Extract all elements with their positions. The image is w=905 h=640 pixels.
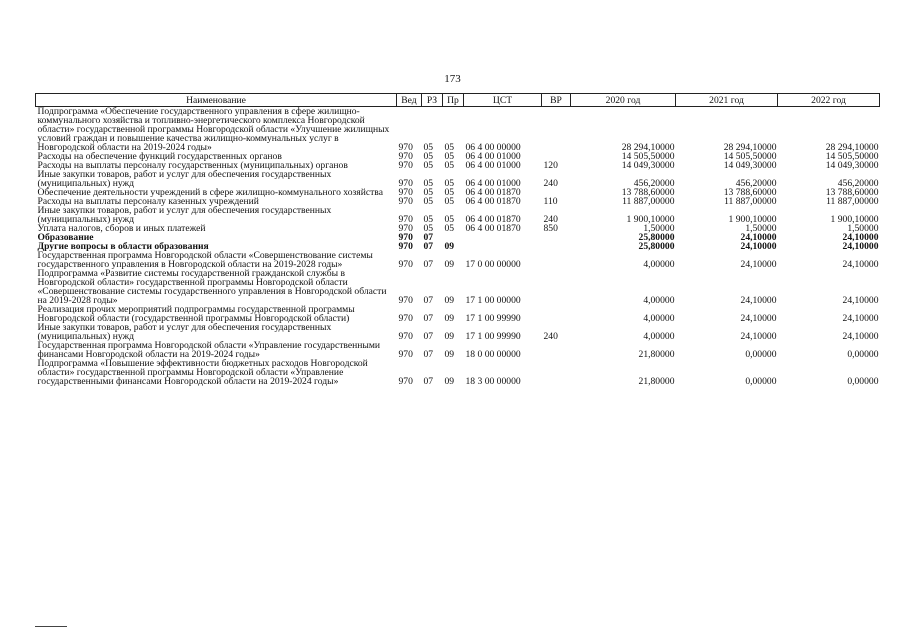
header-2022: 2022 год [778, 94, 880, 107]
table-row [36, 305, 880, 323]
row-cst: 17 1 00 99990 [465, 331, 521, 342]
row-rz: 05 [423, 214, 434, 225]
row-pr: 05 [444, 187, 455, 198]
table-row [36, 341, 880, 359]
budget-table [35, 93, 880, 386]
row-pr: 05 [444, 178, 455, 189]
row-value-2020: 4,00000 [643, 295, 675, 306]
row-pr: 05 [444, 214, 455, 225]
page-number: 173 [444, 73, 461, 85]
row-value-2022: 24,10000 [842, 232, 879, 243]
row-rz: 07 [423, 376, 434, 387]
row-rz: 05 [423, 187, 434, 198]
row-value-2021: 14 505,50000 [723, 151, 777, 162]
row-pr: 05 [444, 160, 455, 171]
row-ved: 970 [398, 178, 413, 189]
row-cst [464, 233, 542, 242]
row-rz: 05 [423, 151, 434, 162]
row-name: Уплата налогов, сборов и иных платежей [37, 223, 206, 234]
row-rz: 07 [423, 241, 434, 252]
row-value-2020: 456,20000 [633, 178, 675, 189]
row-value-2021: 0,00000 [745, 376, 777, 387]
row-cst: 17 1 00 99990 [465, 313, 521, 324]
row-value-2021: 1 900,10000 [728, 214, 777, 225]
row-ved: 970 [398, 259, 413, 270]
row-rz: 07 [423, 259, 434, 270]
row-value-2020: 13 788,60000 [621, 187, 675, 198]
table-body [36, 107, 880, 387]
row-rz: 07 [423, 295, 434, 306]
row-vr: 240 [543, 331, 558, 342]
row-cst: 06 4 00 01870 [465, 223, 521, 234]
row-rz: 05 [423, 160, 434, 171]
row-cst: 17 1 00 00000 [465, 295, 521, 306]
row-value-2021: 11 887,00000 [724, 196, 777, 207]
row-value-2021: 0,00000 [745, 349, 777, 360]
row-value-2021: 24,10000 [740, 313, 777, 324]
table-row [36, 107, 880, 153]
row-cst: 06 4 00 01000 [465, 160, 521, 171]
row-value-2021: 24,10000 [740, 241, 777, 252]
row-value-2022: 28 294,10000 [825, 142, 879, 153]
row-value-2021: 13 788,60000 [723, 187, 777, 198]
row-ved: 970 [398, 376, 413, 387]
row-value-2020: 1 900,10000 [626, 214, 675, 225]
footnote-divider [35, 626, 67, 627]
row-ved: 970 [398, 142, 413, 153]
row-value-2022: 0,00000 [847, 376, 879, 387]
row-value-2022: 1,50000 [847, 223, 879, 234]
row-cst: 06 4 00 01000 [465, 151, 521, 162]
row-vr: 240 [543, 214, 558, 225]
row-name: Расходы на выплаты персоналу казенных учреждений [37, 196, 259, 207]
row-value-2022: 11 887,00000 [826, 196, 879, 207]
row-value-2020: 14 049,30000 [621, 160, 675, 171]
table-row [36, 206, 880, 224]
row-vr: 850 [543, 223, 558, 234]
row-value-2020: 28 294,10000 [621, 142, 675, 153]
row-value-2020: 25,80000 [638, 232, 675, 243]
header-cst: ЦСТ [464, 94, 542, 107]
row-value-2022: 0,00000 [847, 349, 879, 360]
row-value-2020: 14 505,50000 [621, 151, 675, 162]
header-2021: 2021 год [676, 94, 778, 107]
row-name: Государственная программа Новгородской области «Совершенствование системы государственного управления в Новгородской области на 2019-2028 годы» [37, 250, 373, 270]
row-rz: 07 [423, 349, 434, 360]
row-cst: 17 0 00 00000 [465, 259, 521, 270]
row-ved: 970 [398, 349, 413, 360]
row-rz: 05 [423, 196, 434, 207]
row-value-2022: 14 505,50000 [825, 151, 879, 162]
row-vr: 240 [543, 178, 558, 189]
row-vr [542, 107, 571, 153]
row-ved: 970 [398, 295, 413, 306]
row-ved: 970 [398, 313, 413, 324]
row-name: Иные закупки товаров, работ и услуг для обеспечения государственных (муниципальных) нужд [37, 205, 332, 225]
row-rz: 05 [423, 178, 434, 189]
row-pr: 05 [444, 151, 455, 162]
header-2020: 2020 год [571, 94, 676, 107]
row-pr: 05 [444, 142, 455, 153]
row-vr [542, 242, 571, 251]
row-vr [542, 341, 571, 359]
row-rz: 05 [423, 142, 434, 153]
table-row [36, 323, 880, 341]
row-value-2021: 24,10000 [740, 331, 777, 342]
header-ved: Вед [397, 94, 422, 107]
row-pr: 09 [444, 349, 455, 360]
row-value-2021: 24,10000 [740, 295, 777, 306]
row-rz: 07 [423, 313, 434, 324]
row-value-2022: 14 049,30000 [825, 160, 879, 171]
row-ved: 970 [398, 232, 413, 243]
row-value-2020: 11 887,00000 [622, 196, 675, 207]
row-ved: 970 [398, 196, 413, 207]
row-value-2022: 24,10000 [842, 331, 879, 342]
row-cst: 18 3 00 00000 [465, 376, 521, 387]
row-rz: 05 [423, 223, 434, 234]
row-rz: 07 [423, 232, 434, 243]
row-value-2021: 1,50000 [745, 223, 777, 234]
row-name: Реализация прочих мероприятий подпрограммы государственной программы Новгородской области (государственной программы Новгородской области) [37, 304, 355, 324]
row-vr [542, 251, 571, 269]
row-pr: 05 [444, 223, 455, 234]
row-cst: 06 4 00 00000 [465, 142, 521, 153]
row-cst [464, 242, 542, 251]
row-vr: 120 [543, 160, 558, 171]
row-ved: 970 [398, 241, 413, 252]
row-value-2022: 1 900,10000 [830, 214, 879, 225]
row-value-2022: 24,10000 [842, 295, 879, 306]
row-value-2022: 24,10000 [842, 241, 879, 252]
table-header-row [36, 94, 880, 107]
row-cst: 06 4 00 01000 [465, 178, 521, 189]
row-ved: 970 [398, 151, 413, 162]
row-cst: 06 4 00 01870 [465, 187, 521, 198]
row-value-2022: 456,20000 [837, 178, 879, 189]
header-rz: РЗ [422, 94, 443, 107]
row-cst: 18 0 00 00000 [465, 349, 521, 360]
row-name: Расходы на обеспечение функций государственных органов [37, 151, 282, 162]
row-vr [542, 233, 571, 242]
row-value-2021: 24,10000 [740, 259, 777, 270]
row-cst: 06 4 00 01870 [465, 196, 521, 207]
row-value-2021: 14 049,30000 [723, 160, 777, 171]
row-name: Расходы на выплаты персоналу государственных (муниципальных) органов [37, 160, 348, 171]
row-name: Обеспечение деятельности учреждений в сфере жилищно-коммунального хозяйства [37, 187, 383, 198]
header-pr: Пр [443, 94, 464, 107]
header-name: Наименование [36, 94, 397, 107]
row-cst: 06 4 00 01870 [465, 214, 521, 225]
row-pr: 09 [444, 331, 455, 342]
row-name: Подпрограмма «Повышение эффективности бюджетных расходов Новгородской области» государственной программы Новгородской области «Управление государственными финансами Новгородской области на 2019-2024 годы» [37, 358, 368, 387]
table-row [36, 359, 880, 386]
row-name: Образование [37, 232, 94, 243]
row-value-2020: 25,80000 [638, 241, 675, 252]
row-value-2021: 24,10000 [740, 232, 777, 243]
row-value-2020: 1,50000 [643, 223, 675, 234]
row-name: Подпрограмма «Развитие системы государственной гражданской службы в Новгородской области» государственной программы Новгородской области «Совершенствование системы государственного управления в Новгородской области на 2019-2028 годы» [37, 268, 387, 306]
row-name: Иные закупки товаров, работ и услуг для обеспечения государственных (муниципальных) нужд [37, 322, 332, 342]
row-value-2020: 21,80000 [638, 349, 675, 360]
row-ved: 970 [398, 331, 413, 342]
row-pr: 09 [444, 376, 455, 387]
row-value-2020: 4,00000 [643, 331, 675, 342]
row-vr [542, 269, 571, 305]
row-pr: 05 [444, 196, 455, 207]
row-value-2020: 21,80000 [638, 376, 675, 387]
table-row [36, 170, 880, 188]
row-pr: 09 [444, 241, 455, 252]
row-vr [542, 305, 571, 323]
row-value-2020: 4,00000 [643, 259, 675, 270]
row-ved: 970 [398, 187, 413, 198]
row-pr: 09 [444, 259, 455, 270]
row-name: Государственная программа Новгородской области «Управление государственными финансами Новгородской области на 2019-2024 годы» [37, 340, 381, 360]
row-vr: 110 [543, 196, 558, 207]
header-vr: ВР [542, 94, 571, 107]
row-value-2021: 456,20000 [735, 178, 777, 189]
row-vr [542, 359, 571, 386]
row-value-2022: 24,10000 [842, 313, 879, 324]
row-value-2022: 24,10000 [842, 259, 879, 270]
row-ved: 970 [398, 160, 413, 171]
row-value-2021: 28 294,10000 [723, 142, 777, 153]
row-name: Другие вопросы в области образования [37, 241, 209, 252]
table-row [36, 251, 880, 269]
row-pr: 09 [444, 313, 455, 324]
row-pr: 09 [444, 295, 455, 306]
row-value-2022: 13 788,60000 [825, 187, 879, 198]
table-row [36, 269, 880, 305]
row-name: Иные закупки товаров, работ и услуг для обеспечения государственных (муниципальных) нужд [37, 169, 332, 189]
row-name: Подпрограмма «Обеспечение государственного управления в сфере жилищно-коммунального хозяйства и топливно-энергетического комплекса Новгородской области» государственной программы Новгородской области «Улучшение жилищных условий граждан и повышение качества жилищно-коммунальных услуг в Новгородской области на 2019-2024 годы» [37, 106, 390, 153]
row-rz: 07 [423, 331, 434, 342]
row-ved: 970 [398, 214, 413, 225]
row-value-2020: 4,00000 [643, 313, 675, 324]
row-ved: 970 [398, 223, 413, 234]
